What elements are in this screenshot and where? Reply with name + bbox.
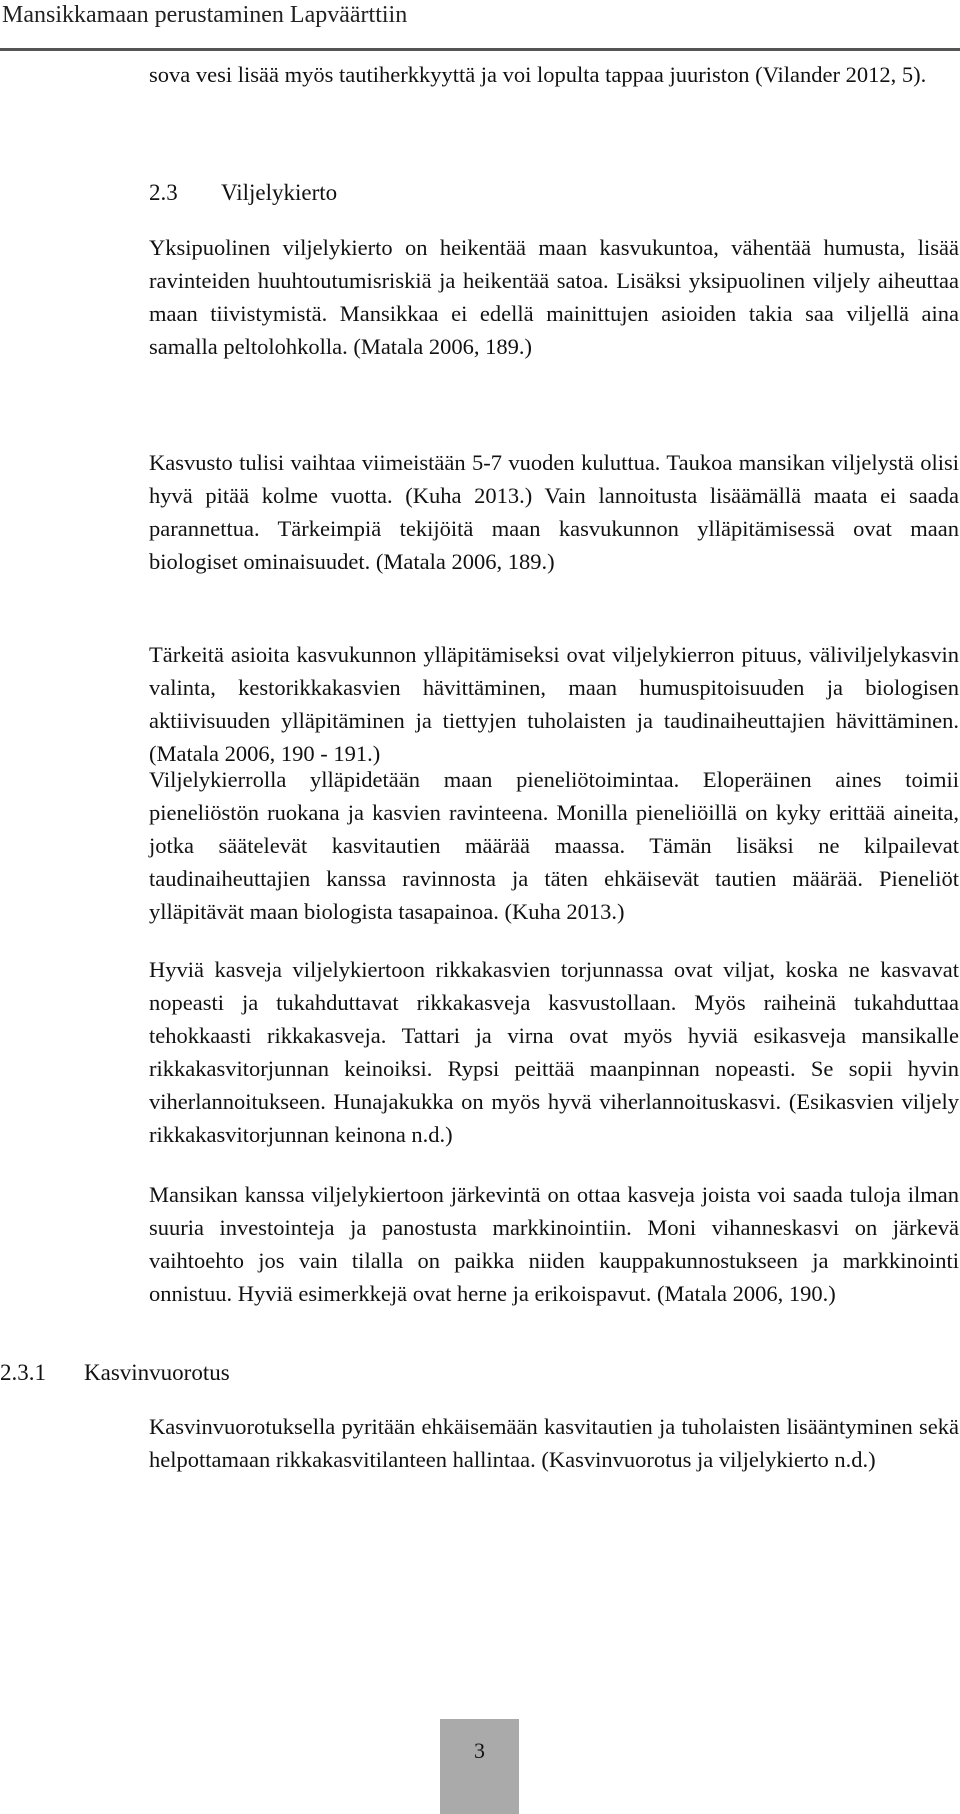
subsection-number: 2.3.1 xyxy=(0,1360,46,1385)
page-header xyxy=(0,0,960,51)
paragraph-text: Mansikan kanssa viljelykiertoon järkevintä on ottaa kasveja joista voi saada tuloja ilman suuria investointeja ja panostusta markkinointiin. Moni vihanneskasvi on järkevä vaihtoehto jos vain tilalla on paikka niiden kauppakunnostukseen ja markkinointi onnistuu. Hyviä esimerkkejä ovat herne ja erikoispavut. (Matala 2006, 190.) xyxy=(149,1182,959,1306)
page-number-box xyxy=(440,1719,519,1814)
section-title: Viljelykierto xyxy=(221,180,338,205)
page-number: 3 xyxy=(474,1738,485,1763)
paragraph-continuation xyxy=(149,58,959,91)
paragraph-block xyxy=(149,446,959,578)
paragraph-block xyxy=(149,763,959,928)
paragraph-text: Yksipuolinen viljelykierto on heikentää maan kasvukuntoa, vähentää humusta, lisää ravinteiden huuhtoutumisriskiä ja heikentää satoa. Lisäksi yksipuolinen viljely aiheuttaa maan tiivistymistä. Mansikkaa ei edellä mainittujen asioiden takia saa viljellä aina samalla peltolohkolla. (Matala 2006, 189.) xyxy=(149,235,959,359)
paragraph-text: Viljelykierrolla ylläpidetään maan pieneliötoimintaa. Eloperäinen aines toimii pieneliöstön ruokana ja kasvien ravinteena. Monilla pieneliöillä on kyky erittää aineita, jotka säätelevät kasvitautien määrää maassa. Tämän lisäksi ne kilpailevat taudinaiheuttajien kanssa ravinnosta ja täten ehkäisevät tautien määrää. Pieneliöt ylläpitävät maan biologista tasapainoa. (Kuha 2013.) xyxy=(149,767,959,924)
subsection-heading xyxy=(0,1356,230,1389)
header-title: Mansikkamaan perustaminen Lapväärttiin xyxy=(2,2,408,28)
paragraph-block xyxy=(149,231,959,363)
subsection-title: Kasvinvuorotus xyxy=(84,1360,230,1385)
paragraph-block xyxy=(149,953,959,1151)
section-heading xyxy=(149,176,337,209)
paragraph-text: sova vesi lisää myös tautiherkkyyttä ja voi lopulta tappaa juuriston (Vilander 2012, 5). xyxy=(149,62,927,87)
paragraph-text: Kasvusto tulisi vaihtaa viimeistään 5-7 vuoden kuluttua. Taukoa mansikan viljelystä olisi hyvä pitää kolme vuotta. (Kuha 2013.) Vain lannoitusta lisäämällä maata ei saada parannettua. Tärkeimpiä tekijöitä maan kasvukunnon ylläpitämisessä ovat maan biologiset ominaisuudet. (Matala 2006, 189.) xyxy=(149,450,959,574)
paragraph-text: Kasvinvuorotuksella pyritään ehkäisemään kasvitautien ja tuholaisten lisääntyminen sekä helpottamaan rikkakasvitilanteen hallintaa. (Kasvinvuorotus ja viljelykierto n.d.) xyxy=(149,1414,959,1472)
section-number: 2.3 xyxy=(149,180,178,205)
paragraph-block xyxy=(149,638,959,770)
paragraph-block xyxy=(149,1410,959,1476)
paragraph-text: Hyviä kasveja viljelykiertoon rikkakasvien torjunnassa ovat viljat, koska ne kasvavat nopeasti ja tukahduttavat rikkakasveja kasvustollaan. Myös raiheinä tukahduttaa tehokkaasti rikkakasveja. Tattari ja virna ovat myös hyviä esikasveja mansikalle rikkakasvitorjunnan keinoiksi. Rypsi peittää maanpinnan nopeasti. Se sopii hyvin viherlannoitukseen. Hunajakukka on myös hyvä viherlannoituskasvi. (Esikasvien viljely rikkakasvitorjunnan keinona n.d.) xyxy=(149,957,959,1147)
paragraph-block xyxy=(149,1178,959,1310)
paragraph-text: Tärkeitä asioita kasvukunnon ylläpitämiseksi ovat viljelykierron pituus, väliviljelykasvin valinta, kestorikkakasvien hävittäminen, maan humuspitoisuuden ja biologisen aktiivisuuden ylläpitäminen ja tiettyjen tuholaisten ja taudinaiheuttajien hävittäminen. (Matala 2006, 190 - 191.) xyxy=(149,642,959,766)
